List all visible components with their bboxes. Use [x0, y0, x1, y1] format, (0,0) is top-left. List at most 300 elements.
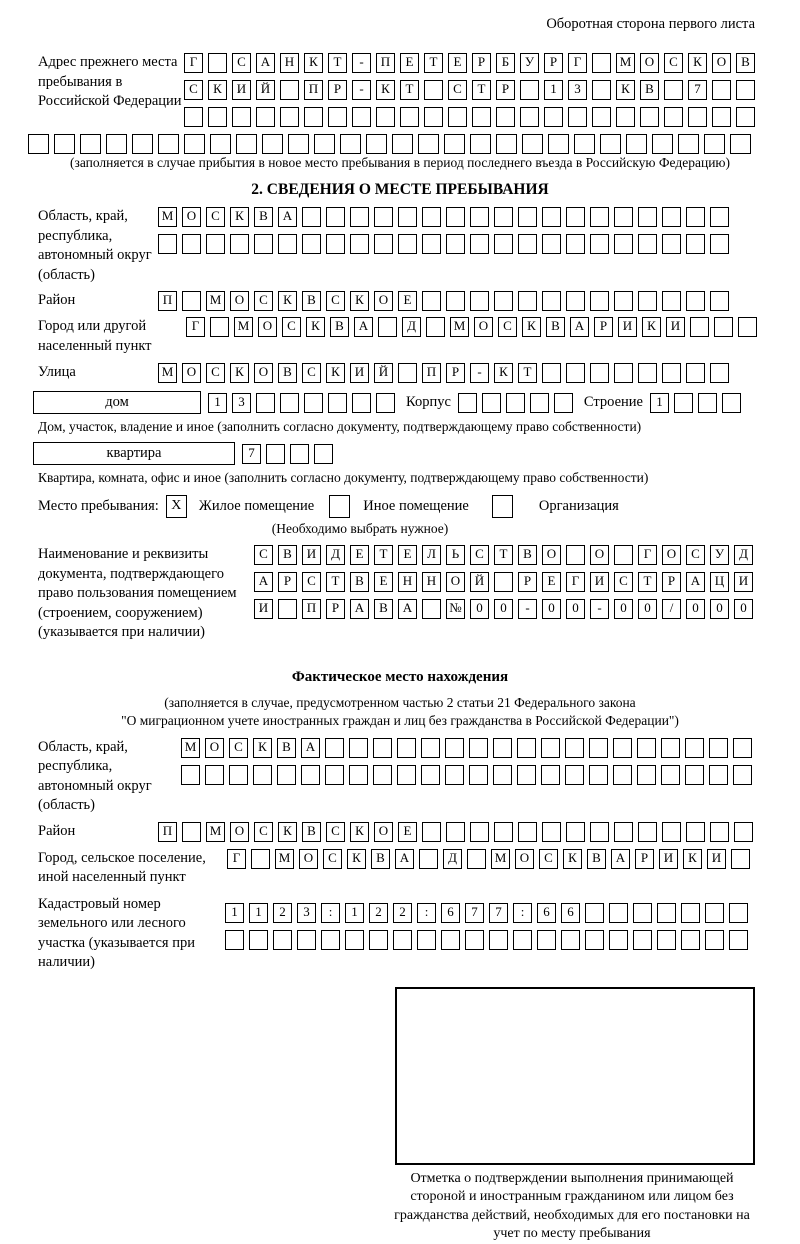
char-box[interactable]: С — [664, 53, 683, 73]
char-box[interactable]: Е — [350, 545, 369, 565]
char-box[interactable] — [314, 134, 335, 154]
char-box[interactable]: А — [301, 738, 320, 758]
char-box[interactable] — [80, 134, 101, 154]
char-box[interactable] — [321, 930, 340, 950]
char-box[interactable]: Р — [496, 80, 515, 100]
char-box[interactable]: В — [518, 545, 537, 565]
char-box[interactable] — [446, 822, 465, 842]
char-box[interactable]: К — [253, 738, 272, 758]
char-box[interactable]: У — [520, 53, 539, 73]
char-box[interactable]: Р — [594, 317, 613, 337]
char-box[interactable] — [731, 849, 750, 869]
char-box[interactable]: - — [352, 53, 371, 73]
char-box[interactable] — [182, 822, 201, 842]
char-box[interactable]: С — [686, 545, 705, 565]
char-box[interactable]: С — [539, 849, 558, 869]
char-box[interactable]: К — [326, 363, 345, 383]
char-box[interactable] — [674, 393, 693, 413]
char-box[interactable] — [251, 849, 270, 869]
char-box[interactable]: К — [683, 849, 702, 869]
char-box[interactable]: С — [323, 849, 342, 869]
char-box[interactable] — [393, 930, 412, 950]
char-box[interactable] — [690, 317, 709, 337]
char-box[interactable] — [470, 291, 489, 311]
char-box[interactable]: П — [158, 291, 177, 311]
char-box[interactable]: Г — [186, 317, 205, 337]
char-box[interactable]: Е — [400, 53, 419, 73]
char-box[interactable]: К — [306, 317, 325, 337]
char-box[interactable] — [686, 363, 705, 383]
char-box[interactable] — [652, 134, 673, 154]
char-box[interactable] — [374, 207, 393, 227]
char-box[interactable] — [722, 393, 741, 413]
char-box[interactable]: 1 — [225, 903, 244, 923]
char-box[interactable] — [494, 207, 513, 227]
char-box[interactable] — [566, 234, 585, 254]
char-box[interactable] — [205, 765, 224, 785]
char-box[interactable] — [352, 107, 371, 127]
char-box[interactable] — [304, 393, 323, 413]
char-box[interactable] — [590, 234, 609, 254]
checkbox-organizatsiya[interactable] — [492, 495, 513, 518]
char-box[interactable] — [444, 134, 465, 154]
char-box[interactable] — [470, 134, 491, 154]
char-box[interactable]: 0 — [614, 599, 633, 619]
checkbox-zhiloe[interactable]: X — [166, 495, 187, 518]
char-box[interactable]: П — [422, 363, 441, 383]
char-box[interactable]: О — [230, 822, 249, 842]
char-box[interactable] — [566, 545, 585, 565]
char-box[interactable]: 2 — [273, 903, 292, 923]
char-box[interactable]: О — [515, 849, 534, 869]
char-box[interactable]: М — [158, 363, 177, 383]
char-box[interactable] — [609, 930, 628, 950]
char-box[interactable]: О — [374, 291, 393, 311]
char-box[interactable]: О — [590, 545, 609, 565]
char-box[interactable] — [544, 107, 563, 127]
char-box[interactable] — [616, 107, 635, 127]
char-box[interactable]: Д — [734, 545, 753, 565]
char-box[interactable]: К — [304, 53, 323, 73]
char-box[interactable] — [325, 738, 344, 758]
char-box[interactable]: Г — [227, 849, 246, 869]
char-box[interactable] — [554, 393, 573, 413]
char-box[interactable] — [704, 134, 725, 154]
char-box[interactable] — [592, 107, 611, 127]
char-box[interactable]: : — [417, 903, 436, 923]
char-box[interactable] — [520, 107, 539, 127]
char-box[interactable]: К — [688, 53, 707, 73]
char-box[interactable] — [373, 738, 392, 758]
char-box[interactable]: С — [254, 822, 273, 842]
char-box[interactable]: 0 — [710, 599, 729, 619]
char-box[interactable]: М — [616, 53, 635, 73]
char-box[interactable]: В — [302, 291, 321, 311]
char-box[interactable] — [662, 363, 681, 383]
char-box[interactable] — [376, 107, 395, 127]
char-box[interactable] — [340, 134, 361, 154]
char-box[interactable] — [280, 393, 299, 413]
char-box[interactable] — [398, 207, 417, 227]
char-box[interactable]: К — [208, 80, 227, 100]
char-box[interactable]: О — [662, 545, 681, 565]
char-box[interactable] — [422, 234, 441, 254]
char-box[interactable] — [662, 822, 681, 842]
char-box[interactable]: 2 — [369, 903, 388, 923]
char-box[interactable] — [568, 107, 587, 127]
char-box[interactable] — [664, 107, 683, 127]
char-box[interactable] — [350, 234, 369, 254]
char-box[interactable] — [302, 234, 321, 254]
char-box[interactable]: М — [206, 822, 225, 842]
char-box[interactable] — [614, 822, 633, 842]
char-box[interactable] — [517, 738, 536, 758]
char-box[interactable]: И — [666, 317, 685, 337]
char-box[interactable] — [638, 291, 657, 311]
char-box[interactable] — [392, 134, 413, 154]
char-box[interactable]: М — [181, 738, 200, 758]
char-box[interactable]: К — [376, 80, 395, 100]
char-box[interactable] — [712, 107, 731, 127]
char-box[interactable]: О — [542, 545, 561, 565]
char-box[interactable] — [566, 291, 585, 311]
char-box[interactable] — [206, 234, 225, 254]
char-box[interactable]: А — [570, 317, 589, 337]
char-box[interactable] — [278, 599, 297, 619]
char-box[interactable] — [730, 134, 751, 154]
char-box[interactable] — [158, 234, 177, 254]
char-box[interactable] — [232, 107, 251, 127]
char-box[interactable]: 0 — [686, 599, 705, 619]
char-box[interactable]: М — [275, 849, 294, 869]
char-box[interactable] — [678, 134, 699, 154]
char-box[interactable]: В — [371, 849, 390, 869]
char-box[interactable]: И — [659, 849, 678, 869]
char-box[interactable]: Р — [662, 572, 681, 592]
char-box[interactable] — [349, 738, 368, 758]
char-box[interactable] — [638, 234, 657, 254]
char-box[interactable] — [482, 393, 501, 413]
char-box[interactable] — [541, 765, 560, 785]
char-box[interactable] — [470, 207, 489, 227]
char-box[interactable] — [633, 903, 652, 923]
char-box[interactable]: В — [350, 572, 369, 592]
char-box[interactable]: В — [546, 317, 565, 337]
char-box[interactable] — [208, 53, 227, 73]
char-box[interactable]: О — [712, 53, 731, 73]
char-box[interactable] — [106, 134, 127, 154]
char-box[interactable] — [729, 930, 748, 950]
char-box[interactable]: С — [254, 291, 273, 311]
char-box[interactable]: : — [321, 903, 340, 923]
char-box[interactable]: - — [352, 80, 371, 100]
char-box[interactable] — [662, 234, 681, 254]
char-box[interactable]: 1 — [650, 393, 669, 413]
char-box[interactable]: Ь — [446, 545, 465, 565]
char-box[interactable] — [705, 930, 724, 950]
char-box[interactable]: - — [518, 599, 537, 619]
char-box[interactable]: Д — [326, 545, 345, 565]
char-box[interactable]: Т — [326, 572, 345, 592]
char-box[interactable] — [506, 393, 525, 413]
char-box[interactable]: В — [374, 599, 393, 619]
char-box[interactable]: М — [491, 849, 510, 869]
char-box[interactable] — [494, 234, 513, 254]
char-box[interactable]: О — [254, 363, 273, 383]
char-box[interactable] — [350, 207, 369, 227]
char-box[interactable]: В — [330, 317, 349, 337]
char-box[interactable]: В — [277, 738, 296, 758]
char-box[interactable] — [705, 903, 724, 923]
char-box[interactable] — [422, 291, 441, 311]
char-box[interactable]: К — [563, 849, 582, 869]
char-box[interactable]: В — [278, 363, 297, 383]
char-box[interactable] — [301, 765, 320, 785]
char-box[interactable] — [326, 207, 345, 227]
char-box[interactable]: С — [498, 317, 517, 337]
char-box[interactable] — [421, 738, 440, 758]
char-box[interactable]: М — [206, 291, 225, 311]
char-box[interactable] — [590, 207, 609, 227]
char-box[interactable] — [236, 134, 257, 154]
char-box[interactable] — [657, 903, 676, 923]
char-box[interactable]: Ц — [710, 572, 729, 592]
char-box[interactable] — [184, 134, 205, 154]
char-box[interactable]: Р — [635, 849, 654, 869]
char-box[interactable]: О — [446, 572, 465, 592]
char-box[interactable] — [489, 930, 508, 950]
char-box[interactable] — [614, 234, 633, 254]
char-box[interactable] — [445, 738, 464, 758]
char-box[interactable] — [256, 107, 275, 127]
char-box[interactable]: 3 — [297, 903, 316, 923]
char-box[interactable] — [182, 234, 201, 254]
char-box[interactable] — [518, 207, 537, 227]
char-box[interactable] — [710, 207, 729, 227]
char-box[interactable] — [210, 317, 229, 337]
char-box[interactable]: И — [707, 849, 726, 869]
char-box[interactable] — [208, 107, 227, 127]
char-box[interactable]: Д — [402, 317, 421, 337]
char-box[interactable] — [530, 393, 549, 413]
char-box[interactable]: Л — [422, 545, 441, 565]
char-box[interactable] — [376, 393, 395, 413]
char-box[interactable]: О — [230, 291, 249, 311]
char-box[interactable]: И — [254, 599, 273, 619]
char-box[interactable] — [590, 822, 609, 842]
char-box[interactable]: Н — [398, 572, 417, 592]
char-box[interactable] — [229, 765, 248, 785]
char-box[interactable] — [685, 765, 704, 785]
char-box[interactable]: А — [254, 572, 273, 592]
char-box[interactable]: Е — [374, 572, 393, 592]
char-box[interactable]: П — [304, 80, 323, 100]
char-box[interactable] — [709, 738, 728, 758]
char-box[interactable] — [397, 738, 416, 758]
char-box[interactable] — [496, 134, 517, 154]
char-box[interactable] — [712, 80, 731, 100]
char-box[interactable]: Й — [470, 572, 489, 592]
char-box[interactable] — [565, 738, 584, 758]
char-box[interactable] — [518, 822, 537, 842]
char-box[interactable] — [709, 765, 728, 785]
char-box[interactable] — [698, 393, 717, 413]
char-box[interactable] — [184, 107, 203, 127]
char-box[interactable]: К — [494, 363, 513, 383]
char-box[interactable] — [733, 738, 752, 758]
char-box[interactable] — [614, 363, 633, 383]
char-box[interactable] — [493, 738, 512, 758]
char-box[interactable]: К — [350, 822, 369, 842]
char-box[interactable]: С — [206, 207, 225, 227]
char-box[interactable] — [472, 107, 491, 127]
char-box[interactable] — [280, 80, 299, 100]
char-box[interactable]: К — [278, 822, 297, 842]
char-box[interactable]: О — [640, 53, 659, 73]
char-box[interactable] — [273, 930, 292, 950]
char-box[interactable]: 3 — [232, 393, 251, 413]
char-box[interactable] — [513, 930, 532, 950]
char-box[interactable]: 1 — [249, 903, 268, 923]
char-box[interactable] — [469, 738, 488, 758]
char-box[interactable]: С — [254, 545, 273, 565]
char-box[interactable] — [369, 930, 388, 950]
checkbox-inoe[interactable] — [329, 495, 350, 518]
char-box[interactable]: 1 — [544, 80, 563, 100]
char-box[interactable] — [398, 234, 417, 254]
char-box[interactable]: Й — [256, 80, 275, 100]
char-box[interactable] — [304, 107, 323, 127]
char-box[interactable]: С — [302, 363, 321, 383]
char-box[interactable]: В — [254, 207, 273, 227]
char-box[interactable]: Й — [374, 363, 393, 383]
char-box[interactable]: О — [258, 317, 277, 337]
char-box[interactable]: М — [158, 207, 177, 227]
char-box[interactable] — [297, 930, 316, 950]
char-box[interactable] — [542, 291, 561, 311]
char-box[interactable]: Н — [280, 53, 299, 73]
char-box[interactable] — [277, 765, 296, 785]
char-box[interactable] — [565, 765, 584, 785]
char-box[interactable]: 3 — [568, 80, 587, 100]
char-box[interactable]: 6 — [537, 903, 556, 923]
char-box[interactable]: Р — [328, 80, 347, 100]
char-box[interactable] — [589, 738, 608, 758]
char-box[interactable] — [734, 822, 753, 842]
char-box[interactable]: Г — [184, 53, 203, 73]
char-box[interactable]: О — [299, 849, 318, 869]
char-box[interactable] — [517, 765, 536, 785]
char-box[interactable]: - — [470, 363, 489, 383]
char-box[interactable] — [349, 765, 368, 785]
char-box[interactable] — [446, 207, 465, 227]
char-box[interactable] — [314, 444, 333, 464]
char-box[interactable] — [542, 363, 561, 383]
char-box[interactable] — [626, 134, 647, 154]
char-box[interactable]: А — [350, 599, 369, 619]
char-box[interactable] — [738, 317, 757, 337]
char-box[interactable]: № — [446, 599, 465, 619]
char-box[interactable]: С — [302, 572, 321, 592]
char-box[interactable]: Т — [424, 53, 443, 73]
char-box[interactable] — [710, 234, 729, 254]
char-box[interactable]: Н — [422, 572, 441, 592]
char-box[interactable] — [448, 107, 467, 127]
char-box[interactable] — [614, 207, 633, 227]
char-box[interactable] — [28, 134, 49, 154]
char-box[interactable] — [542, 822, 561, 842]
char-box[interactable]: С — [232, 53, 251, 73]
char-box[interactable] — [467, 849, 486, 869]
char-box[interactable] — [710, 363, 729, 383]
char-box[interactable]: А — [256, 53, 275, 73]
char-box[interactable]: А — [354, 317, 373, 337]
char-box[interactable] — [585, 930, 604, 950]
char-box[interactable] — [465, 930, 484, 950]
char-box[interactable]: Р — [544, 53, 563, 73]
char-box[interactable]: В — [278, 545, 297, 565]
char-box[interactable] — [537, 930, 556, 950]
char-box[interactable]: П — [376, 53, 395, 73]
char-box[interactable]: В — [736, 53, 755, 73]
char-box[interactable] — [132, 134, 153, 154]
char-box[interactable]: Р — [446, 363, 465, 383]
char-box[interactable] — [254, 234, 273, 254]
char-box[interactable] — [662, 291, 681, 311]
char-box[interactable] — [253, 765, 272, 785]
char-box[interactable] — [638, 822, 657, 842]
char-box[interactable]: И — [734, 572, 753, 592]
char-box[interactable] — [398, 363, 417, 383]
char-box[interactable] — [210, 134, 231, 154]
char-box[interactable] — [541, 738, 560, 758]
char-box[interactable] — [494, 822, 513, 842]
char-box[interactable]: Т — [494, 545, 513, 565]
char-box[interactable]: В — [640, 80, 659, 100]
char-box[interactable] — [290, 444, 309, 464]
char-box[interactable] — [374, 234, 393, 254]
char-box[interactable] — [686, 822, 705, 842]
char-box[interactable]: Т — [328, 53, 347, 73]
char-box[interactable]: Г — [568, 53, 587, 73]
char-box[interactable] — [574, 134, 595, 154]
char-box[interactable]: - — [590, 599, 609, 619]
char-box[interactable] — [328, 393, 347, 413]
char-box[interactable]: К — [278, 291, 297, 311]
char-box[interactable]: У — [710, 545, 729, 565]
char-box[interactable] — [729, 903, 748, 923]
char-box[interactable]: 1 — [208, 393, 227, 413]
char-box[interactable]: С — [229, 738, 248, 758]
char-box[interactable] — [422, 599, 441, 619]
char-box[interactable]: И — [232, 80, 251, 100]
char-box[interactable]: К — [616, 80, 635, 100]
char-box[interactable] — [542, 207, 561, 227]
char-box[interactable] — [614, 291, 633, 311]
char-box[interactable] — [520, 80, 539, 100]
char-box[interactable]: С — [282, 317, 301, 337]
char-box[interactable]: К — [522, 317, 541, 337]
char-box[interactable] — [600, 134, 621, 154]
char-box[interactable]: К — [347, 849, 366, 869]
char-box[interactable]: Р — [278, 572, 297, 592]
char-box[interactable]: 2 — [393, 903, 412, 923]
char-box[interactable] — [54, 134, 75, 154]
char-box[interactable]: 7 — [465, 903, 484, 923]
char-box[interactable]: Р — [518, 572, 537, 592]
char-box[interactable] — [325, 765, 344, 785]
char-box[interactable] — [256, 393, 275, 413]
